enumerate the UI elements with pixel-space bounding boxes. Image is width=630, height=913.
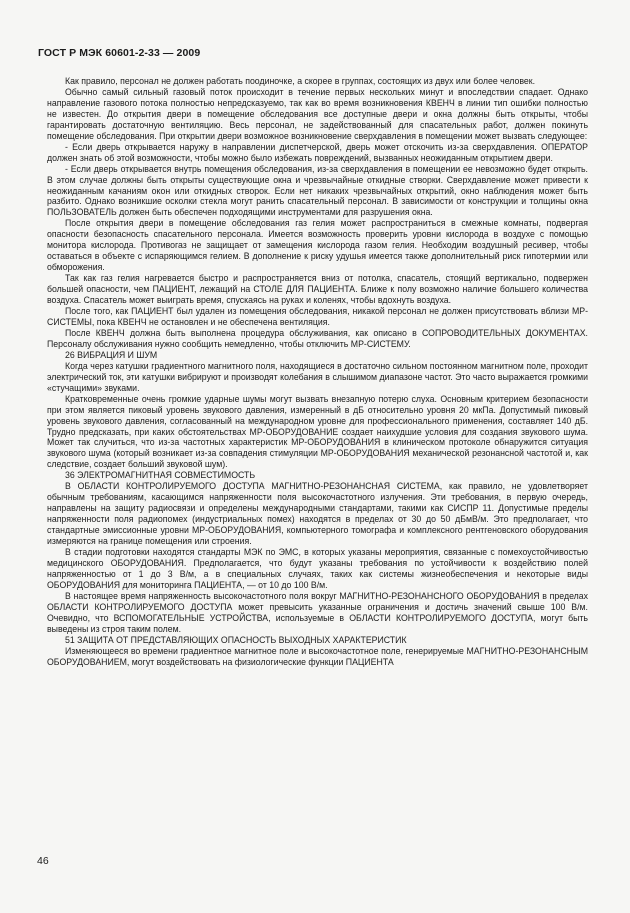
list-item-paragraph: - Если дверь открывается внутрь помещения обследования, из-за сверхдавления в помещении ее невозможно будет открыть. В этом случае должны быть открыты существующие окна и чрезвычайные откидные створки. Сверхдавление может привести к неожиданным качаниям окон или откидных створок. Если нет никаких чрезвычайных открытий, окно наблюдения может быть разбито. Однако возникшие осколки стекла могут ранить спасательный персонал. В зависимости от конструкции и толщины окна ПОЛЬЗОВАТЕЛЬ должен быть обеспечен подходящими инструментами для разрушения окна. — [47, 163, 588, 218]
paragraph: Кратковременные очень громкие ударные шумы могут вызвать внезапную потерю слуха. Основным критерием безопасности при этом является пиковый уровень звукового давления, измеренный в дБ относительно уровня 20 мкПа. Допустимый пиковый уровень звукового давления, согласованный на международном уровне для профессионального применения, составляет 140 дБ. Трудно предсказать, при каких обстоятельствах МР-ОБОРУДОВАНИЕ создает наихудшие условия для создания звукового шума. Может так случиться, что из-за частотных характеристик МР-ОБОРУДОВАНИЯ в клиническом протоколе обнаружится ситуация звукового шума (который возникает из-за совпадения стимуляции МР-ОБОРУДОВАНИЯ механической резонансной частотой и, как следствие, создает больший звуковой шум). — [47, 393, 588, 470]
paragraph: Когда через катушки градиентного магнитного поля, находящиеся в достаточно сильном постоянном магнитном поле, проходит электрический ток, эти катушки вибрируют и производят колебания в слышимом диапазоне частот. Это часто выражается громкими «стучащими» звуками. — [47, 360, 588, 393]
section-heading: 51 ЗАЩИТА ОТ ПРЕДСТАВЛЯЮЩИХ ОПАСНОСТЬ ВЫХОДНЫХ ХАРАКТЕРИСТИК — [65, 634, 407, 645]
page-number: 46 — [37, 855, 49, 867]
paragraph: Обычно самый сильный газовый поток происходит в течение первых нескольких минут и впоследствии спадает. Однако направление газового потока полностью непредсказуемо, так как во время возникновения КВЕНЧ в линии тип ошибки полностью не известен. До открытия двери в помещение обследования все доступные двери и окна должны быть открыты, чтобы гарантировать достаточную вентиляцию. Весь персонал, не задействованный для спасательных работ, должен покинуть помещение обследования. При открытии двери возможное возникновение сверхдавления в помещении может вызвать следующее: — [47, 86, 588, 141]
paragraph: В настоящее время напряженность высокочастотного поля вокруг МАГНИТНО-РЕЗОНАНСНОГО ОБОРУДОВАНИЯ в пределах ОБЛАСТИ КОНТРОЛИРУЕМОГО ДОСТУПА может превысить указанные ограничения и достичь значений свыше 100 В/м. Очевидно, что ВСПОМОГАТЕЛЬНЫЕ УСТРОЙСТВА, используемые в ОБЛАСТИ КОНТРОЛИРУЕМОГО ДОСТУПА, могут быть выведены из строя таким полем. — [47, 590, 588, 634]
document-header: ГОСТ Р МЭК 60601-2-33 — 2009 — [38, 47, 201, 59]
section-heading: 26 ВИБРАЦИЯ И ШУМ — [65, 349, 158, 360]
paragraph: В ОБЛАСТИ КОНТРОЛИРУЕМОГО ДОСТУПА МАГНИТНО-РЕЗОНАНСНАЯ СИСТЕМА, как правило, не удовлетворяет обычным требованиям, касающимся напряженности поля высокочастотного излучения. Эти требования, в первую очередь, направлены на защиту радиосвязи и определены международными стандартами, такими как СИСПР 11. Допустимые пределы напряженности поля радиопомех (индустриальных помех) находятся в пределах от 30 до 50 дБмВ/м. Это предполагает, что стандартные эмиссионные уровни МР-ОБОРУДОВАНИЯ, компьютерного томографа и комплексного рентгеновского оборудования измеряются на границе помещения или строения. — [47, 481, 588, 547]
paragraph: Как правило, персонал не должен работать поодиночке, а скорее в группах, состоящих из двух или более человек. — [65, 76, 536, 86]
list-item-paragraph: - Если дверь открывается наружу в направлении диспетчерской, дверь может отскочить из-за сверхдавления. ОПЕРАТОР должен знать об этой возможности, чтобы можно было избежать повреждений, вызванных неожиданным открытием двери. — [47, 141, 588, 163]
paragraph: После КВЕНЧ должна быть выполнена процедура обслуживания, как описано в СОПРОВОДИТЕЛЬНЫХ ДОКУМЕНТАХ. Персоналу обслуживания нужно сообщить немедленно, чтобы отключить МР-СИСТЕМУ. — [47, 327, 588, 349]
paragraph: После того, как ПАЦИЕНТ был удален из помещения обследования, никакой персонал не должен присутствовать вблизи МР-СИСТЕМЫ, пока КВЕНЧ не остановлен и не обеспечена вентиляция. — [47, 306, 588, 327]
paragraph: В стадии подготовки находятся стандарты МЭК по ЭМС, в которых указаны мероприятия, связанные с помехоустойчивостью медицинского ОБОРУДОВАНИЯ. Предполагается, что будут указаны требования по устойчивости к воздействию полей напряженностью от 1 до 3 В/м, а в специальных случаях, таких как системы жизнеобеспечения и некоторые виды ОБОРУДОВАНИЯ для мониторинга ПАЦИЕНТА, — от 10 до 100 В/м. — [47, 546, 588, 590]
document-body — [47, 76, 588, 667]
paragraph: Так как газ гелия нагревается быстро и распространяется вниз от потолка, спасатель, стоящий вертикально, подвержен большей опасности, чем ПАЦИЕНТ, лежащий на СТОЛЕ ДЛЯ ПАЦИЕНТА. Ближе к полу возможно наличие большего количества воздуха. Спасатель может выиграть время, спускаясь на руках и коленях, чтобы вдохнуть воздуха. — [47, 273, 588, 306]
paragraph: После открытия двери в помещение обследования газ гелия может распространиться в смежные комнаты, подвергая опасности безопасность спасательного персонала. Имеется возможность проверить уровни кислорода в воздухе с помощью монитора кислорода. Противогаз не защищает от замещения кислорода газом гелия. Необходим воздушный ресивер, чтобы оставаться в объекте с испаряющимся гелием. В дополнение к риску удушья имеется также дополнительный риск гипотермии или обморожения. — [47, 218, 588, 273]
section-heading: 36 ЭЛЕКТРОМАГНИТНАЯ СОВМЕСТИМОСТЬ — [65, 470, 256, 481]
paragraph: Изменяющееся во времени градиентное магнитное поле и высокочастотное поле, генерируемые МАГНИТНО-РЕЗОНАНСНЫМ ОБОРУДОВАНИЕМ, могут воздействовать на физиологические функции ПАЦИЕНТА — [47, 645, 588, 667]
